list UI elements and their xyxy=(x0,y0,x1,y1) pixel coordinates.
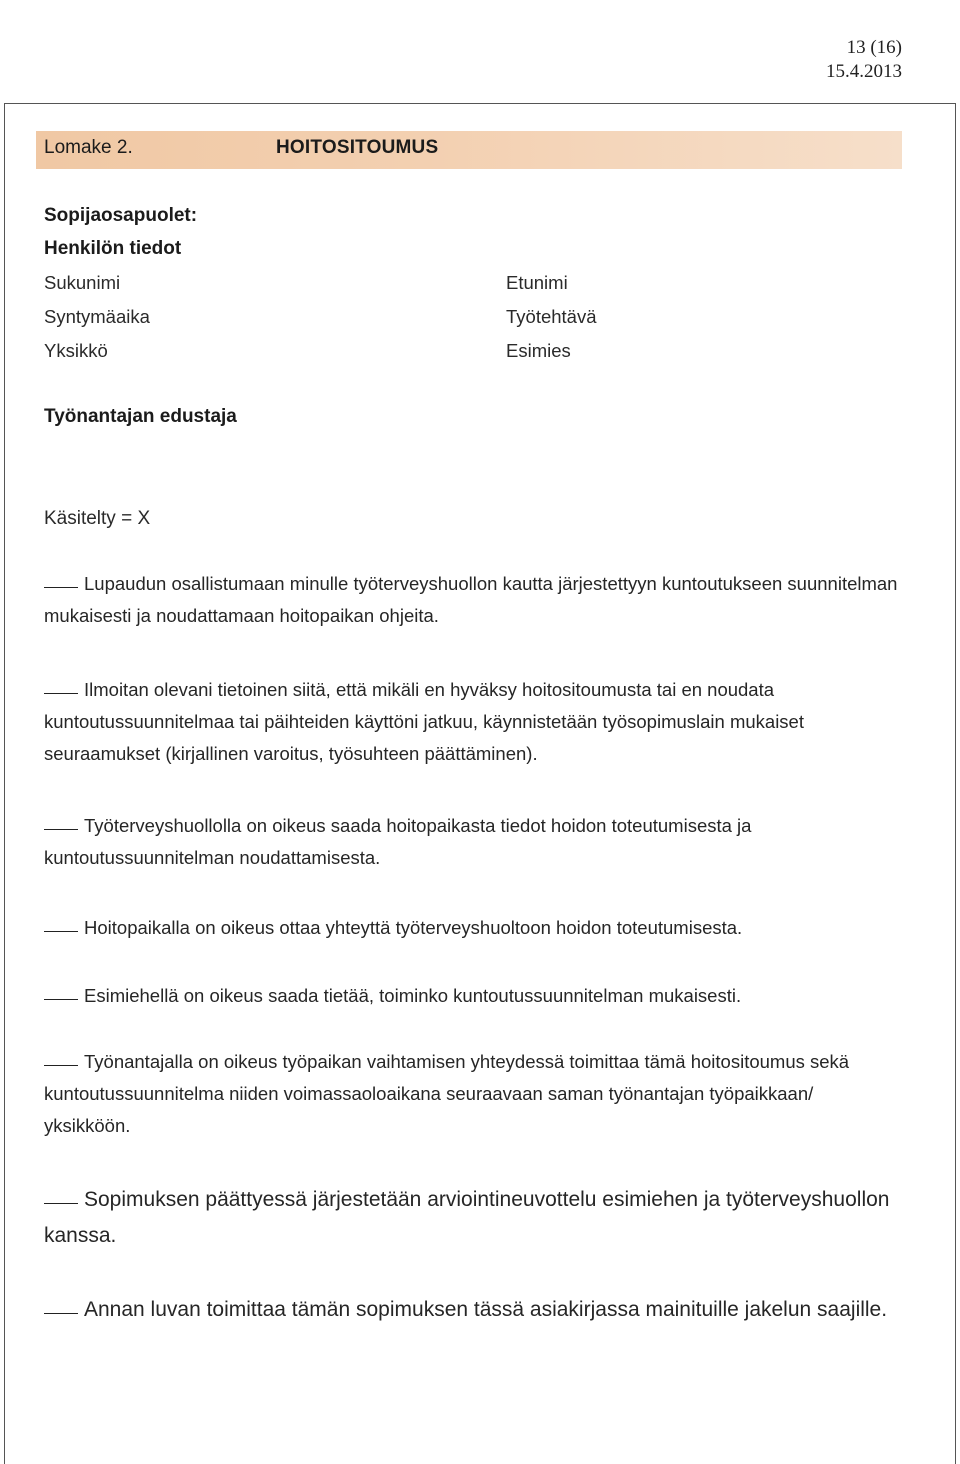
commitment-item xyxy=(44,568,900,632)
check-blank[interactable] xyxy=(44,930,78,932)
item-text: Hoitopaikalla on oikeus ottaa yhteyttä työterveyshuoltoon hoidon toteutumisesta. xyxy=(84,917,743,938)
field-label-unit: Yksikkö xyxy=(44,340,108,361)
document-date: 15.4.2013 xyxy=(826,61,902,82)
form-title: HOITOSITOUMUS xyxy=(276,137,439,158)
field-label-job: Työtehtävä xyxy=(506,306,597,327)
check-blank[interactable] xyxy=(44,692,78,694)
item-text: Sopimuksen päättyessä järjestetään arviointineuvottelu esimiehen ja työterveyshuollon kanssa. xyxy=(44,1188,890,1247)
check-blank[interactable] xyxy=(44,1312,78,1314)
item-text: Työterveyshuollolla on oikeus saada hoitopaikasta tiedot hoidon toteutumisesta ja kuntoutussuunnitelman noudattamisesta. xyxy=(44,815,752,868)
check-blank[interactable] xyxy=(44,828,78,830)
page-header xyxy=(826,36,902,84)
checked-note: Käsitelty = X xyxy=(44,508,151,529)
check-blank[interactable] xyxy=(44,586,78,588)
frame-top-border xyxy=(4,103,956,104)
check-blank[interactable] xyxy=(44,998,78,1000)
item-text: Annan luvan toimittaa tämän sopimuksen tässä asiakirjassa mainituille jakelun saajille. xyxy=(84,1298,888,1321)
item-text: Ilmoitan olevani tietoinen siitä, että mikäli en hyväksy hoitositoumusta tai en noudata kuntoutussuunnitelmaa tai päihteiden käyttöni jatkuu, käynnistetään työsopimuslain mukaiset seuraamukset (kirjallinen varoitus, työsuhteen päättäminen). xyxy=(44,679,804,764)
commitment-item xyxy=(44,810,900,874)
check-blank[interactable] xyxy=(44,1064,78,1066)
commitment-item xyxy=(44,1182,900,1254)
item-text: Esimiehellä on oikeus saada tietää, toiminko kuntoutussuunnitelman mukaisesti. xyxy=(84,985,742,1006)
commitment-item xyxy=(44,1046,900,1142)
form-label: Lomake 2. xyxy=(44,137,133,158)
field-label-firstname: Etunimi xyxy=(506,272,568,293)
commitment-item xyxy=(44,912,900,944)
page-number: 13 (16) xyxy=(846,37,902,58)
item-text: Lupaudun osallistumaan minulle työterveyshuollon kautta järjestettyyn kuntoutukseen suunnitelman mukaisesti ja noudattamaan hoitopaikan ohjeita. xyxy=(44,573,898,626)
parties-heading: Sopijaosapuolet: xyxy=(44,205,198,226)
employer-heading: Työnantajan edustaja xyxy=(44,406,237,427)
frame-left-border xyxy=(4,103,5,1464)
item-text: Työnantajalla on oikeus työpaikan vaihtamisen yhteydessä toimittaa tämä hoitositoumus sekä kuntoutussuunnitelma niiden voimassaoloaikana seuraavaan saman työnantajan työpaikkaan/ yksikköön. xyxy=(44,1051,850,1136)
field-label-supervisor: Esimies xyxy=(506,340,571,361)
field-label-surname: Sukunimi xyxy=(44,272,121,293)
check-blank[interactable] xyxy=(44,1202,78,1204)
frame-right-border xyxy=(955,103,956,1464)
commitment-item xyxy=(44,980,900,1012)
commitment-item xyxy=(44,1292,900,1328)
field-label-birthdate: Syntymäaika xyxy=(44,306,150,327)
person-heading: Henkilön tiedot xyxy=(44,238,182,259)
title-bar xyxy=(36,131,902,169)
commitment-item xyxy=(44,674,900,770)
